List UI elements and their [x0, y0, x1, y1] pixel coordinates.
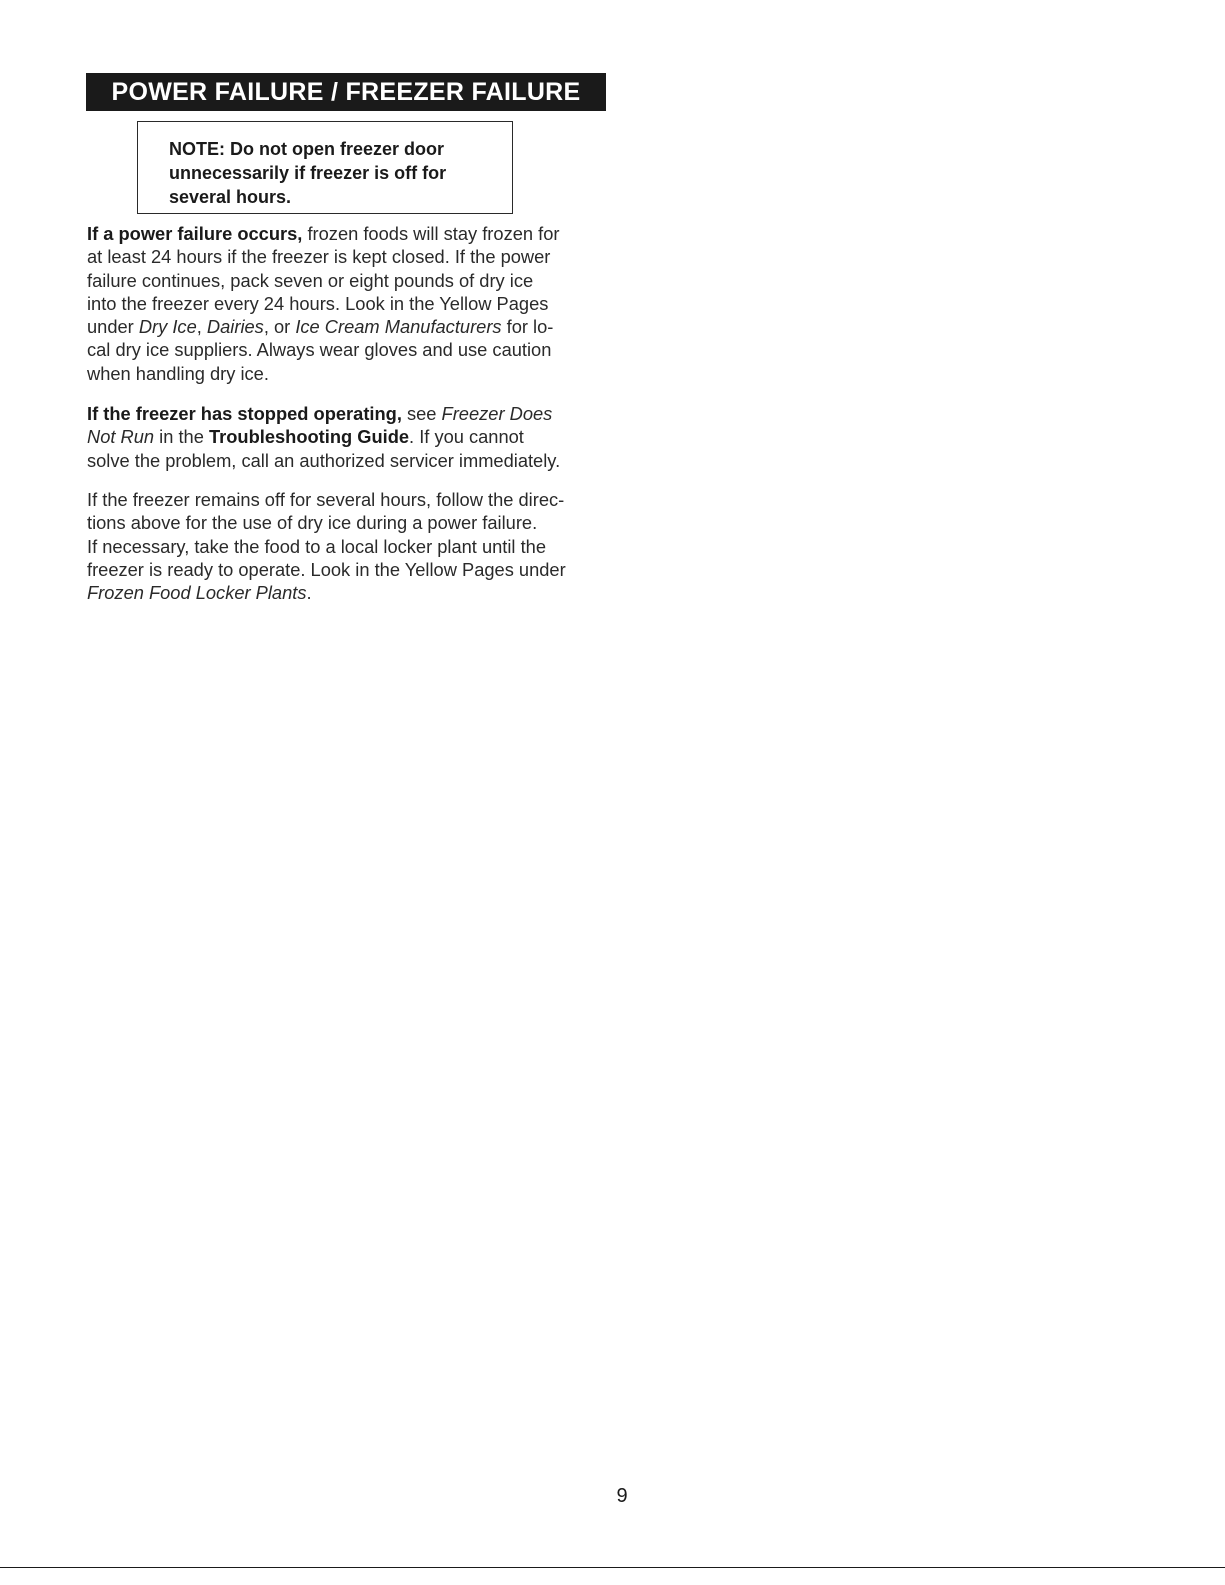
note-line: several hours.: [169, 187, 292, 207]
freezer-does-not-run-reference: Not Run: [87, 426, 155, 448]
dairies-reference: Dairies: [206, 316, 264, 338]
paragraph-line: into the freezer every 24 hours. Look in the Yellow Pages: [87, 292, 549, 314]
text-run: for lo-: [501, 316, 554, 338]
text-run: under: [87, 316, 139, 338]
ice-cream-reference: Ice Cream Manufacturers: [295, 316, 502, 338]
paragraph-line: [87, 315, 607, 338]
paragraph-line: when handling dry ice.: [87, 362, 269, 384]
text-run: in the: [154, 426, 209, 448]
paragraph-line: [87, 222, 607, 245]
paragraph-line: failure continues, pack seven or eight pounds of dry ice: [87, 269, 534, 291]
dry-ice-reference: Dry Ice: [138, 316, 197, 338]
power-failure-paragraph: [87, 222, 607, 385]
power-failure-lead: If a power failure occurs,: [87, 223, 303, 244]
page-bottom-rule: [0, 1567, 1225, 1568]
freezer-stopped-paragraph: [87, 402, 607, 472]
freezer-stopped-lead: If the freezer has stopped operating,: [87, 403, 402, 424]
paragraph-line: cal dry ice suppliers. Always wear gloves and use caution: [87, 339, 552, 361]
note-line: NOTE: Do not open freezer door: [169, 139, 445, 159]
paragraph-line: solve the problem, call an authorized servicer immediately.: [87, 449, 561, 471]
text-run: , or: [263, 316, 296, 338]
text-run: ,: [196, 316, 207, 338]
text-run: frozen foods will stay frozen for: [302, 223, 560, 244]
troubleshooting-guide-reference: Troubleshooting Guide: [208, 426, 410, 448]
text-run: . If you cannot: [409, 426, 524, 448]
paragraph-line: If necessary, take the food to a local locker plant until the: [87, 535, 546, 557]
paragraph-line: [87, 581, 607, 604]
paragraph-line: at least 24 hours if the freezer is kept closed. If the power: [87, 246, 551, 268]
paragraph-line: If the freezer remains off for several hours, follow the direc-: [87, 489, 565, 510]
freezer-off-paragraph: [87, 488, 607, 604]
section-title: POWER FAILURE / FREEZER FAILURE: [86, 73, 606, 111]
freezer-does-not-run-reference: Freezer Does: [441, 403, 553, 424]
paragraph-line: [87, 425, 607, 448]
note-box: [137, 121, 513, 214]
paragraph-line: tions above for the use of dry ice during a power failure.: [87, 512, 538, 534]
text-run: see: [401, 403, 442, 424]
note-line: unnecessarily if freezer is off for: [169, 163, 447, 183]
page-number: 9: [616, 1485, 628, 1507]
text-run: .: [306, 582, 312, 604]
paragraph-line: freezer is ready to operate. Look in the Yellow Pages under: [87, 558, 566, 580]
locker-plants-reference: Frozen Food Locker Plants: [87, 582, 307, 604]
paragraph-line: [87, 402, 607, 425]
